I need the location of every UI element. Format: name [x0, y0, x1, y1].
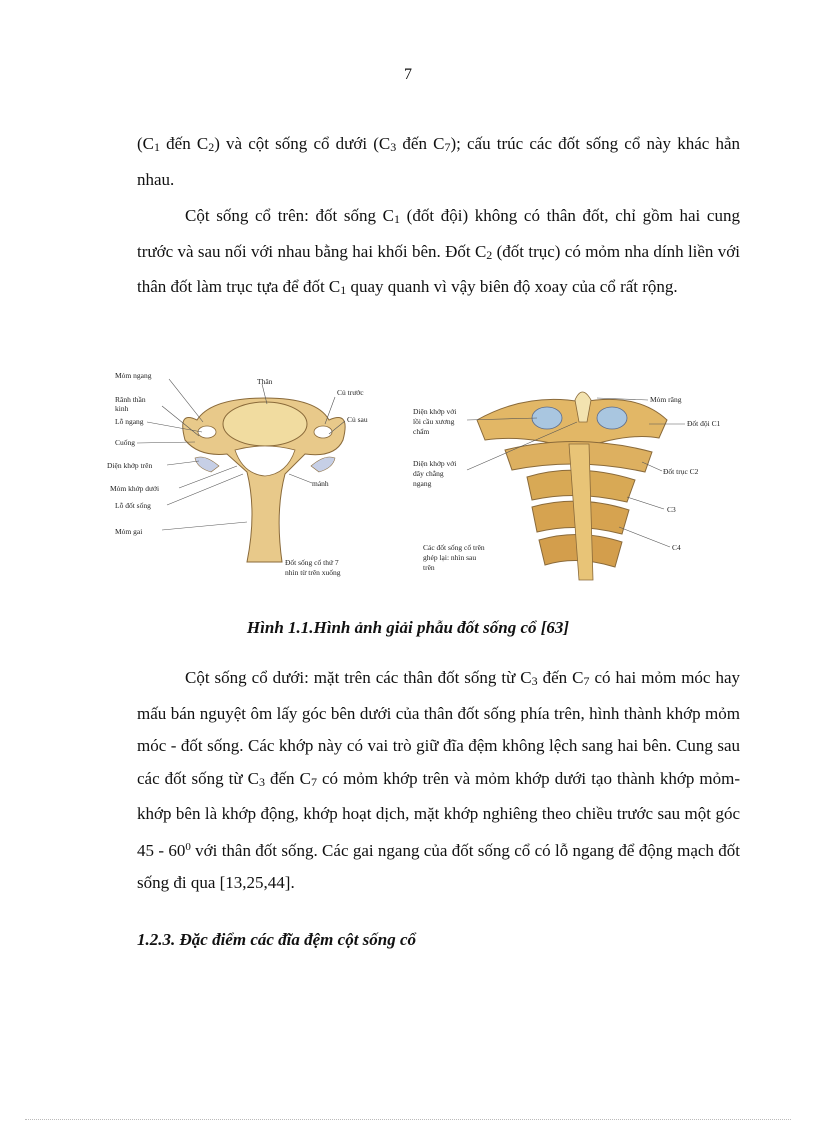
paragraph-2: Cột sống cổ trên: đốt sống $C_1$ (đốt đội) không có thân đốt, chỉ gồm hai cung trước và sau nối với nhau bằng hai khối bên. Đốt $C_2$ (đốt trục) có mỏm nha dính liền với thân đốt làm trục tựa để đốt $C_1$ quay quanh vì vậy biên độ xoay của cổ rất rộng.	[137, 206, 740, 297]
label-dien-khop-loi-cau-2: lồi cầu xương	[413, 417, 455, 426]
page-number: 7	[404, 66, 412, 83]
label-lo-ngang: Lỗ ngang	[115, 417, 144, 426]
label-dien-khop-loi-cau-3: chẩm	[413, 427, 430, 436]
label-cu-sau: Củ sau	[347, 415, 368, 424]
label-upper-note-2: ghép lại: nhìn sau	[423, 553, 477, 562]
figure-illustration	[107, 362, 747, 592]
section-heading: 1.2.3. Đặc điểm các đĩa đệm cột sống cổ	[137, 930, 417, 949]
label-cu-truoc: Củ trước	[337, 388, 364, 397]
label-ranh-than-kinh-1: Rãnh thần	[115, 395, 146, 404]
label-lo-dot-song: Lỗ đốt sống	[115, 501, 151, 510]
label-dien-khop-day-chang-2: dây chằng	[413, 469, 444, 478]
label-dot-truc-c2: Đốt trục C2	[663, 467, 699, 476]
upper-cervical-drawing	[477, 392, 667, 580]
paragraph-1: ($C_1$ đến $C_2$) và cột sống cổ dưới ($C_3$ đến $C_7$); cấu trúc các đốt sống cổ này khác hẳn nhau.	[137, 134, 741, 189]
label-mom-ngang: Mỏm ngang	[115, 371, 152, 380]
label-dien-khop-loi-cau-1: Diện khớp với	[413, 407, 457, 416]
label-than: Thân	[257, 377, 273, 386]
footer-divider	[25, 1119, 791, 1120]
label-dien-khop-tren: Diện khớp trên	[107, 461, 153, 470]
label-mom-rang: Mỏm răng	[650, 395, 682, 404]
label-upper-note-3: trên	[423, 563, 435, 572]
label-mom-khop-duoi: Mỏm khớp dưới	[110, 484, 160, 493]
label-mom-gai: Mỏm gai	[115, 527, 143, 536]
anatomy-figure	[107, 362, 747, 592]
label-manh: mảnh	[312, 479, 329, 488]
label-c7-note-2: nhìn từ trên xuống	[285, 568, 341, 577]
label-dien-khop-day-chang-3: ngang	[413, 479, 432, 488]
label-c7-note-1: Đốt sống cổ thứ 7	[285, 558, 339, 567]
label-cuong: Cuống	[115, 438, 136, 447]
label-dien-khop-day-chang-1: Diện khớp với	[413, 459, 457, 468]
label-upper-note-1: Các đốt sống cổ trên	[423, 543, 485, 552]
label-ranh-than-kinh-2: kinh	[115, 404, 129, 413]
label-dot-doi-c1: Đốt đội C1	[687, 419, 721, 428]
label-c3: C3	[667, 505, 676, 514]
figure-caption: Hình 1.1.Hình ảnh giải phẫu đốt sống cổ [63]	[246, 618, 570, 637]
paragraph-3: Cột sống cổ dưới: mặt trên các thân đốt sống từ $C_3$ đến $C_7$ có hai mỏm móc hay mấu bán nguyệt ôm lấy góc bên dưới của thân đốt sống phía trên, hình thành khớp mỏm móc - đốt sống. Các khớp này có vai trò giữ đĩa đệm không lệch sang hai bên. Cung sau các đốt sống từ $C_3$ đến $C_7$ có mỏm khớp trên và mỏm khớp dưới tạo thành khớp mỏm- khớp bên là khớp động, khớp hoạt dịch, mặt khớp nghiêng theo chiều trước sau một góc $45 - 60^0$ với thân đốt sống. Các gai ngang của đốt sống cổ có lỗ ngang để động mạch đốt sống đi qua [13,25,44].	[137, 668, 740, 892]
label-c4: C4	[672, 543, 681, 552]
